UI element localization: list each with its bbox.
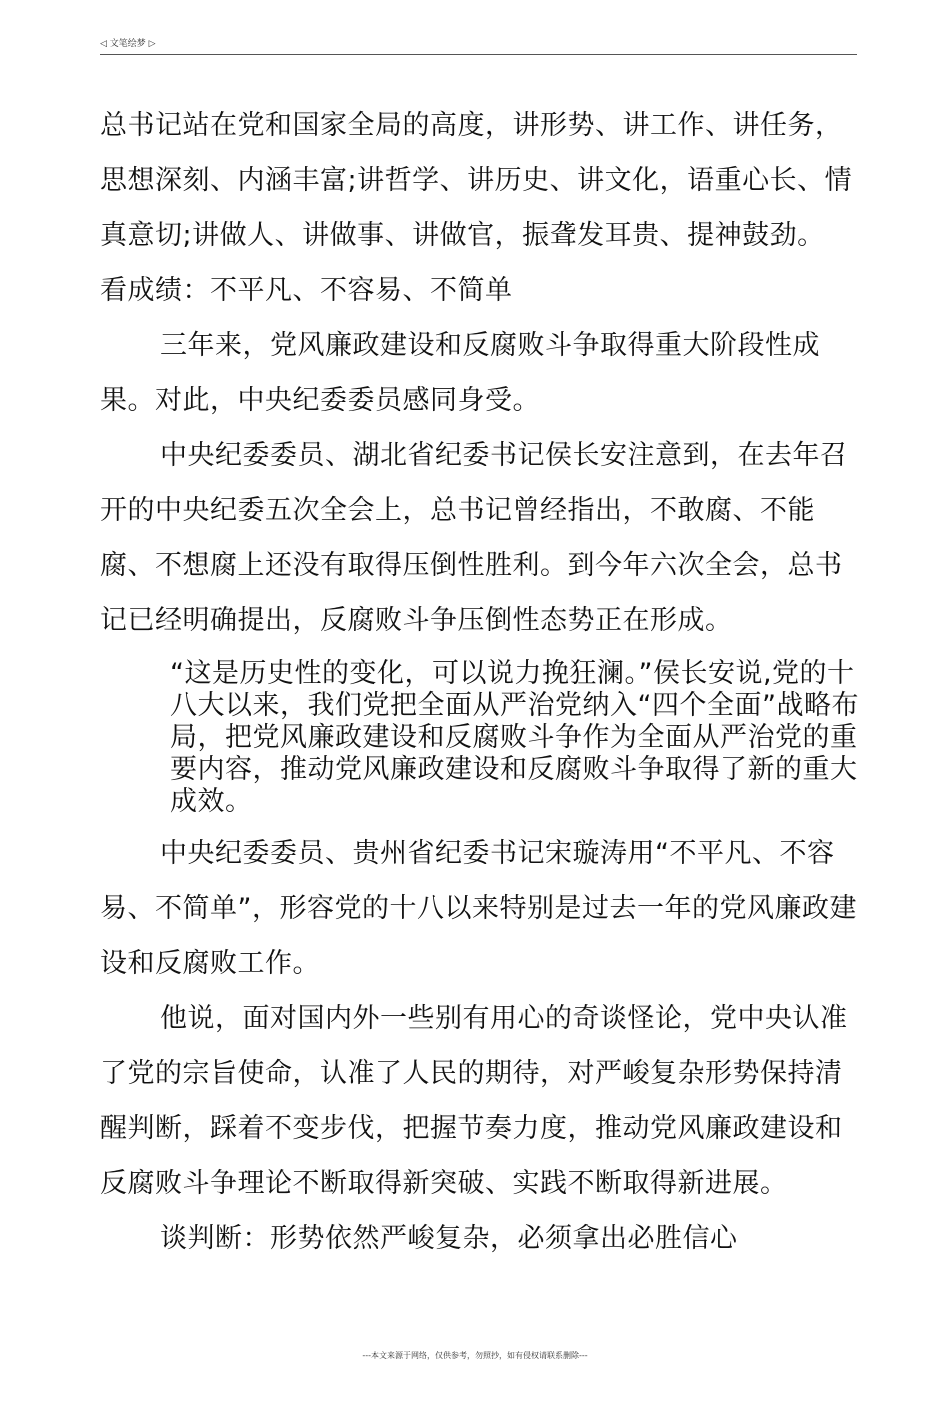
header-title: ◁ 文笔绘梦 ▷ <box>100 39 156 49</box>
document-body <box>100 98 865 1266</box>
paragraph-3: 三年来，党风廉政建设和反腐败斗争取得重大阶段性成果。对此，中央纪委委员感同身受。 <box>100 330 820 416</box>
paragraph-5: 中央纪委委员、贵州省纪委书记宋璇涛用“不平凡、不容易、不简单”，形容党的十八以来特别是过去一年的党风廉政建设和反腐败工作。 <box>100 838 857 979</box>
quote-paragraph: “这是历史性的变化，可以说力挽狂澜。”侯长安说,党的十八大以来，我们党把全面从严治党纳入“四个全面”战略布局，把党风廉政建设和反腐败斗争作为全面从严治党的重要内容，推动党风廉政建设和反腐败斗争取得了新的重大成效。 <box>170 658 859 817</box>
paragraph-1: 总书记站在党和国家全局的高度，讲形势、讲工作、讲任务，思想深刻、内涵丰富;讲哲学、讲历史、讲文化，语重心长、情真意切;讲做人、讲做事、讲做官，振聋发耳贵、提神鼓劲。 <box>100 110 853 251</box>
section-heading-judgment: 谈判断：形势依然严峻复杂，必须拿出必胜信心 <box>160 1223 738 1254</box>
page-footer: ---本文来源于网络，仅供参考，勿照抄，如有侵权请联系删除--- <box>362 1351 588 1360</box>
paragraph-4: 中央纪委委员、湖北省纪委书记侯长安注意到，在去年召开的中央纪委五次全会上，总书记曾经指出，不敢腐、不能腐、不想腐上还没有取得压倒性胜利。到今年六次全会，总书记已经明确提出，反腐败斗争压倒性态势正在形成。 <box>100 440 848 636</box>
paragraph-6: 他说，面对国内外一些别有用心的奇谈怪论，党中央认准了党的宗旨使命，认准了人民的期待，对严峻复杂形势保持清醒判断，踩着不变步伐，把握节奏力度，推动党风廉政建设和反腐败斗争理论不断取得新突破、实践不断取得新进展。 <box>100 1003 848 1199</box>
section-heading-achievements: 看成绩：不平凡、不容易、不简单 <box>100 275 513 306</box>
page-header <box>100 38 857 55</box>
